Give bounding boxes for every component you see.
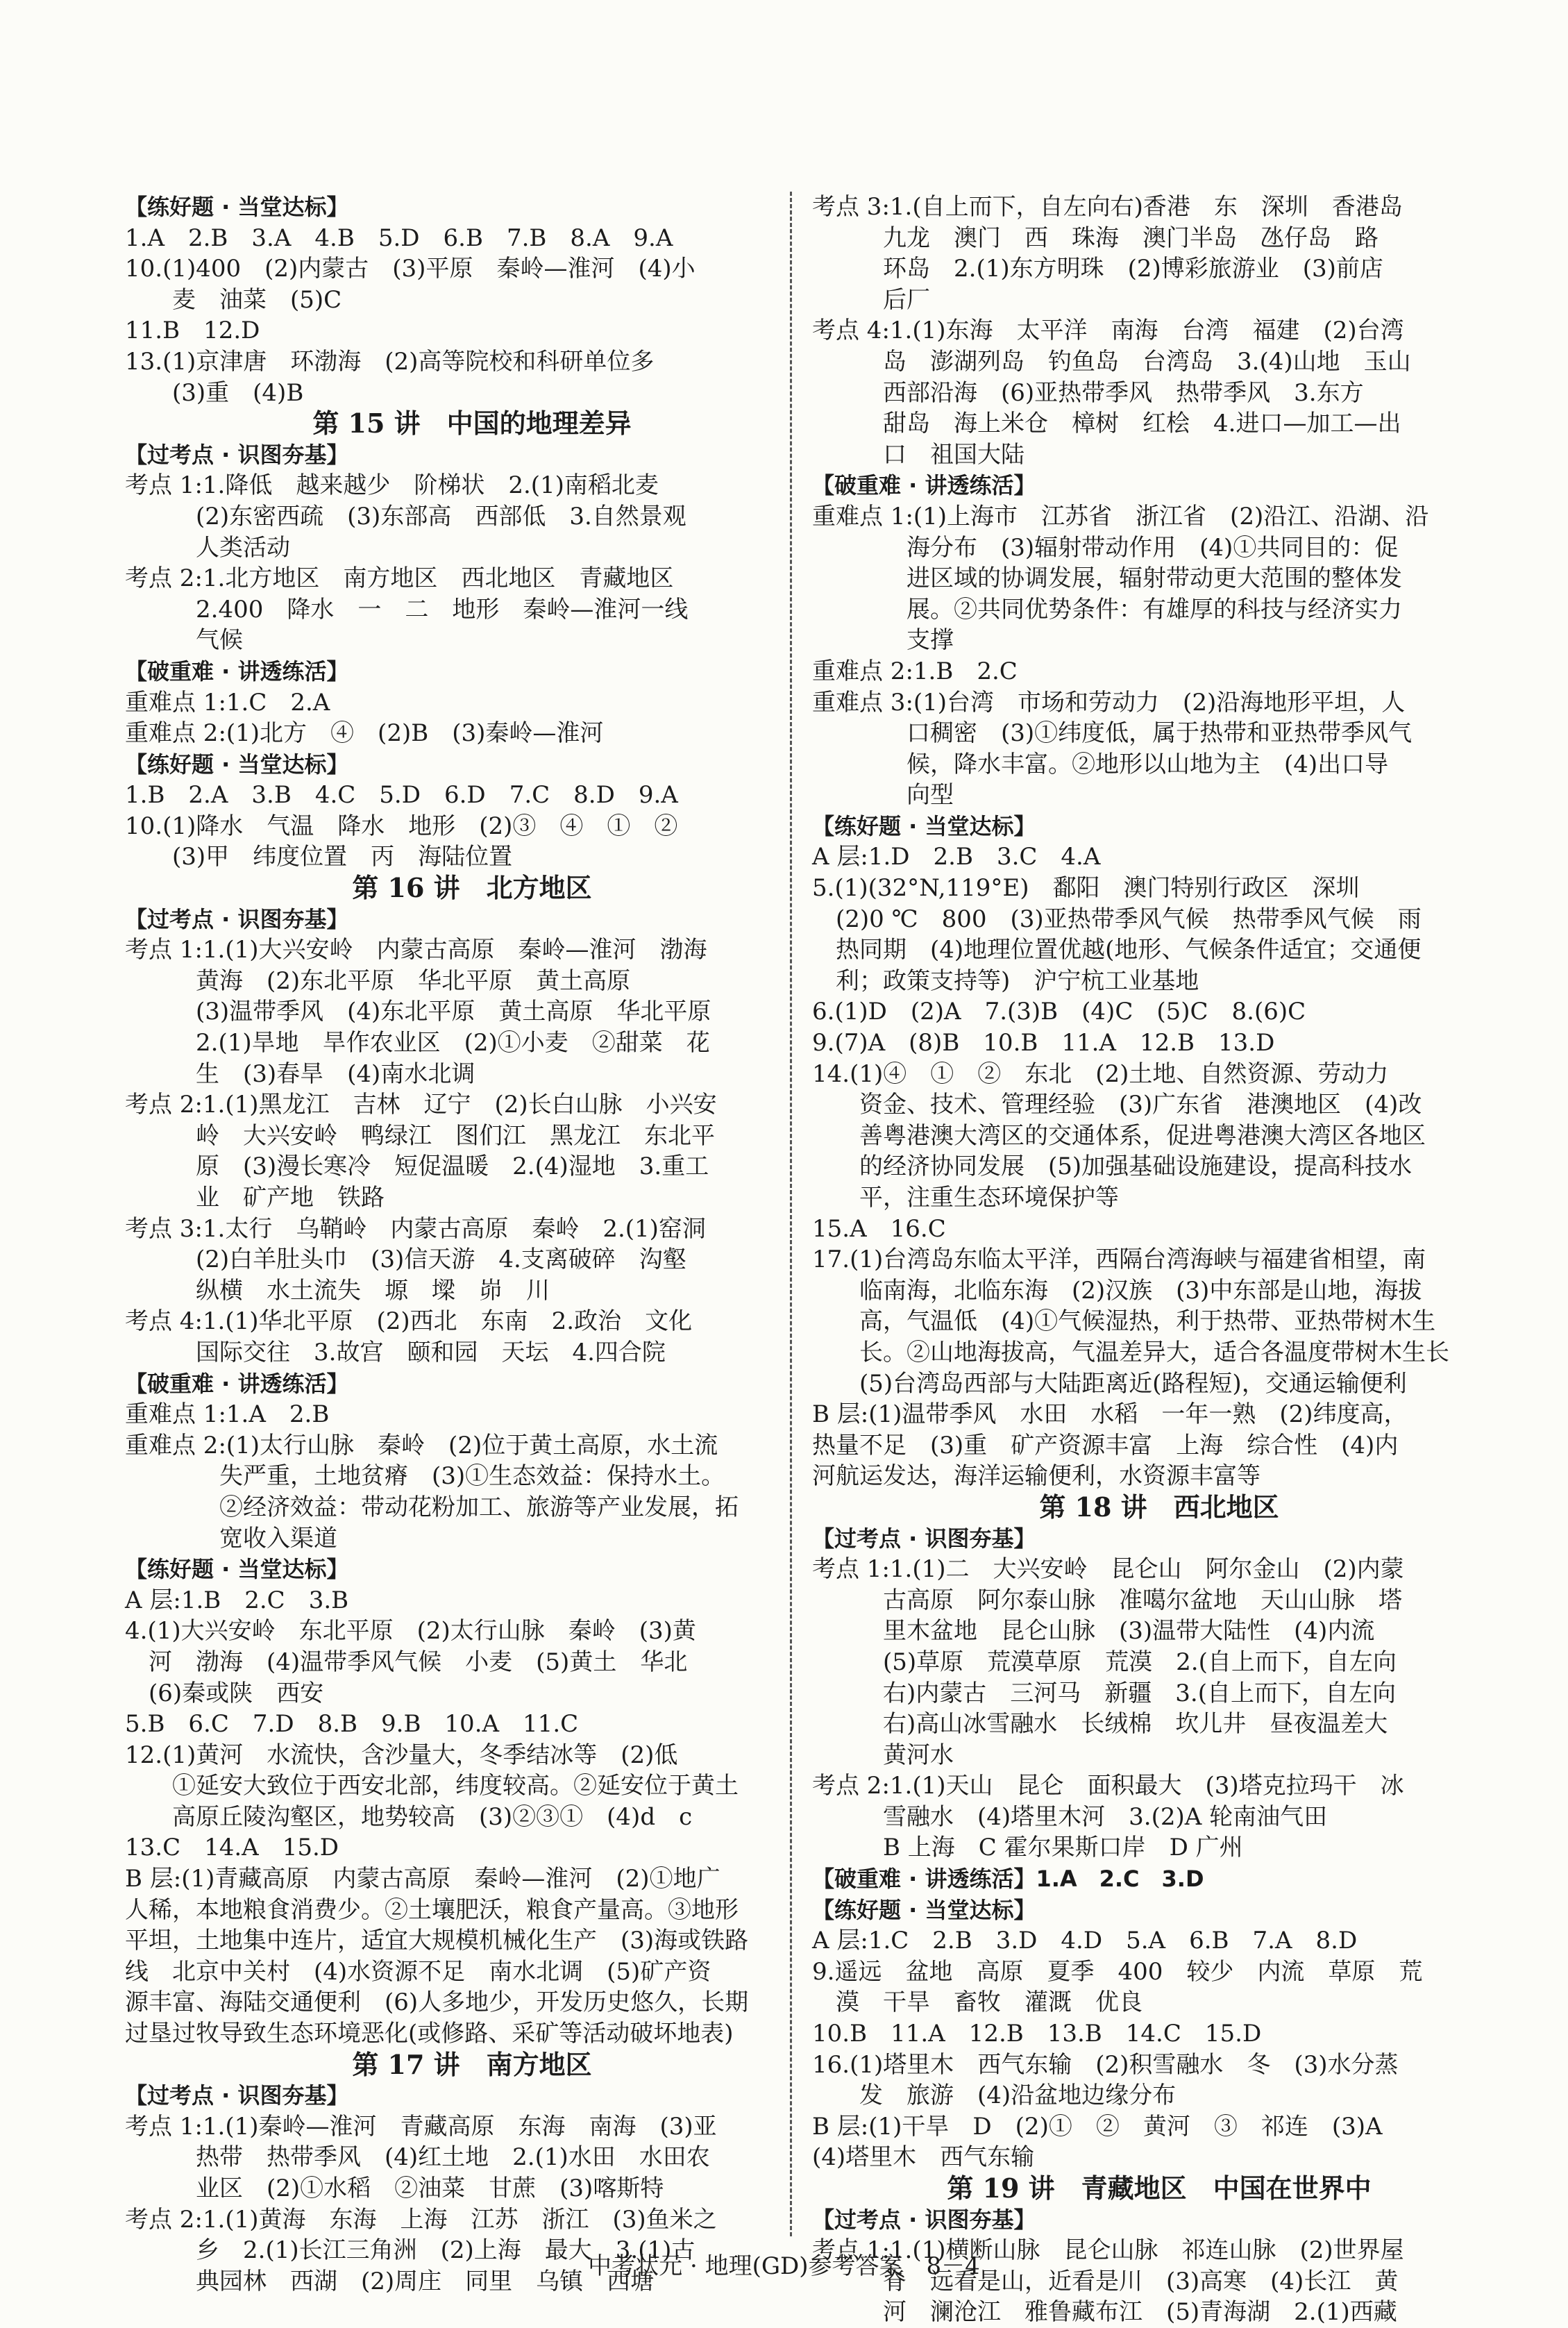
answer-line: 业 矿产地 铁路 — [125, 1184, 385, 1212]
answer-line: 西部沿海 (6)亚热带季风 热带季风 3.东方 — [812, 378, 1364, 407]
lesson-title: 第 16 讲 北方地区 — [352, 872, 592, 904]
answer-line: 后厂 — [812, 285, 930, 314]
answer-line: 口 祖国大陆 — [812, 440, 1025, 469]
answer-line: 失严重，土地贫瘠 (3)①生态效益：保持水土。 — [125, 1462, 725, 1491]
answer-line: 利；政策支持等) 沪宁杭工业基地 — [812, 966, 1199, 995]
answer-line: 岭 大兴安岭 鸭绿江 图们江 黑龙江 东北平 — [125, 1121, 715, 1150]
answer-line: 漠 干旱 畜牧 灌溉 优良 — [812, 1988, 1143, 2017]
answer-line: 宽收入渠道 — [125, 1524, 337, 1552]
answer-line: 平，注重生态环境保护等 — [812, 1184, 1119, 1212]
answer-line: 5.B 6.C 7.D 8.B 9.B 10.A 11.C — [125, 1710, 579, 1739]
answer-line: B 上海 C 霍尔果斯口岸 D 广州 — [812, 1834, 1243, 1862]
answer-line: 11.B 12.D — [125, 317, 260, 345]
answer-line: (5)草原 荒漠草原 荒漠 2.(自上而下，自左向 — [812, 1648, 1397, 1676]
answer-line: 乡 2.(1)长江三角洲 (2)上海 最大 3.(1)古 — [125, 2236, 696, 2265]
answer-line: 重难点 1:1.C 2.A — [125, 688, 330, 717]
left-column — [125, 192, 819, 2297]
lesson-title: 第 19 讲 青藏地区 中国在世界中 — [947, 2172, 1372, 2204]
answer-line: 重难点 1:1.A 2.B — [125, 1400, 330, 1429]
answer-line: 热带 热带季风 (4)红土地 2.(1)水田 水田农 — [125, 2143, 710, 2172]
answer-line: 纵横 水土流失 塬 墚 峁 川 — [125, 1276, 550, 1305]
answer-line: 人稀，本地粮食消费少。②土壤肥沃，粮食产量高。③地形 — [125, 1895, 739, 1924]
answer-line: 业区 (2)①水稻 ②油菜 甘蔗 (3)喀斯特 — [125, 2175, 664, 2202]
answer-line: 长。②山地海拔高，气温差异大，适合各温度带树木生长 — [812, 1338, 1449, 1366]
answer-line: 考点 1:1.(1)秦岭—淮河 青藏高原 东海 南海 (3)亚 — [125, 2112, 717, 2141]
answer-line: B 层:(1)温带季风 水田 水稻 一年一熟 (2)纬度高， — [812, 1400, 1408, 1429]
answer-line: A 层:1.B 2.C 3.B — [125, 1586, 349, 1614]
answer-line: 重难点 3:(1)台湾 市场和劳动力 (2)沿海地形平坦，人 — [812, 688, 1406, 717]
section-heading: 【破重难 · 讲透练活】 — [125, 1370, 349, 1397]
section-heading: 【破重难 · 讲透练活】 — [812, 472, 1036, 499]
answer-line: 16.(1)塔里木 西气东输 (2)积雪融水 冬 (3)水分蒸 — [812, 2050, 1399, 2079]
answer-line: 右)内蒙古 三河马 新疆 3.(自上而下，自左向 — [812, 1679, 1396, 1707]
answer-line: 考点 3:1.(自上而下，自左向右)香港 东 深圳 香港岛 — [812, 193, 1403, 221]
answer-line: (2)东密西疏 (3)东部高 西部低 3.自然景观 — [125, 502, 686, 530]
answer-line: ①延安大致位于西安北部，纬度较高。②延安位于黄土 — [125, 1772, 739, 1800]
answer-line: 甜岛 海上米仓 樟树 红桧 4.进口—加工—出 — [812, 410, 1401, 438]
answer-line: 河航运发达，海洋运输便利，水资源丰富等 — [812, 1462, 1261, 1491]
answer-line: 17.(1)台湾岛东临太平洋，西隔台湾海峡与福建省相望，南 — [812, 1246, 1426, 1274]
lesson-title: 第 18 讲 西北地区 — [1039, 1491, 1279, 1523]
answer-line: 考点 4:1.(1)东海 太平洋 南海 台湾 福建 (2)台湾 — [812, 317, 1404, 345]
answer-line: (2)白羊肚头巾 (3)信天游 4.支离破碎 沟壑 — [125, 1246, 686, 1274]
answer-line: 海分布 (3)辐射带动作用 (4)①共同目的：促 — [812, 533, 1399, 562]
answer-line: 气候 — [125, 626, 243, 655]
answer-line: B 层:(1)青藏高原 内蒙古高原 秦岭—淮河 (2)①地广 — [125, 1865, 720, 1893]
answer-line: 热同期 (4)地理位置优越(地形、气候条件适宜；交通便 — [812, 936, 1422, 964]
answer-line: 口稠密 (3)①纬度低，属于热带和亚热带季风气 — [812, 719, 1413, 748]
answer-line: 善粤港澳大湾区的交通体系，促进粤港澳大湾区各地区 — [812, 1121, 1426, 1150]
answer-line: 4.(1)大兴安岭 东北平原 (2)太行山脉 秦岭 (3)黄 — [125, 1617, 696, 1645]
section-heading: 【练好题 · 当堂达标】 — [125, 1556, 349, 1583]
section-heading: 【破重难 · 讲透练活】 — [125, 658, 349, 685]
answer-line: 热量不足 (3)重 矿产资源丰富 上海 综合性 (4)内 — [812, 1431, 1399, 1459]
answer-line: 2.400 降水 一 二 地形 秦岭—淮河一线 — [125, 595, 689, 623]
lesson-title: 第 15 讲 中国的地理差异 — [312, 408, 632, 439]
answer-line: (5)台湾岛西部与大陆距离近(路程短)，交通运输便利 — [812, 1369, 1407, 1398]
answer-line: A 层:1.C 2.B 3.D 4.D 5.A 6.B 7.A 8.D — [812, 1927, 1358, 1955]
answer-line: 河 澜沧江 雅鲁藏布江 (5)青海湖 2.(1)西藏 — [812, 2298, 1397, 2327]
section-heading: 【过考点 · 识图夯基】 — [812, 2206, 1036, 2233]
answer-line: 麦 油菜 (5)C — [125, 285, 342, 314]
answer-line: 平坦，土地集中连片，适宜大规模机械化生产 (3)海或铁路 — [125, 1927, 749, 1955]
answer-line: 环岛 2.(1)东方明珠 (2)博彩旅游业 (3)前店 — [812, 255, 1383, 283]
answer-line: 高，气温低 (4)①气候湿热，利于热带、亚热带树木生 — [812, 1307, 1436, 1336]
answer-line: 岛 澎湖列岛 钓鱼岛 台湾岛 3.(4)山地 玉山 — [812, 347, 1411, 376]
answer-line: 的经济协同发展 (5)加强基础设施建设，提高科技水 — [812, 1153, 1413, 1181]
answer-line: 源丰富、海陆交通便利 (6)人多地少，开发历史悠久，长期 — [125, 1988, 749, 2017]
answer-line: 考点 2:1.(1)黑龙江 吉林 辽宁 (2)长白山脉 小兴安 — [125, 1091, 717, 1119]
answer-line: 重难点 2:(1)北方 ④ (2)B (3)秦岭—淮河 — [125, 719, 604, 748]
answer-line: 脊 远看是山，近看是川 (3)高寒 (4)长江 黄 — [812, 2267, 1399, 2295]
section-heading: 【练好题 · 当堂达标】 — [125, 194, 349, 220]
answer-line: 候，降水丰富。②地形以山地为主 (4)出口导 — [812, 750, 1389, 778]
answer-line: 进区域的协调发展，辐射带动更大范围的整体发 — [812, 564, 1402, 593]
answer-line: (2)0 ℃ 800 (3)亚热带季风气候 热带季风气候 雨 — [812, 905, 1422, 933]
answer-line: 9.遥远 盆地 高原 夏季 400 较少 内流 草原 荒 — [812, 1957, 1423, 1986]
section-heading: 【过考点 · 识图夯基】 — [125, 905, 349, 932]
answer-line: 右)高山冰雪融水 长绒棉 坎儿井 昼夜温差大 — [812, 1710, 1388, 1739]
answer-line: 河 渤海 (4)温带季风气候 小麦 (5)黄土 华北 — [125, 1648, 688, 1676]
answer-line: 生 (3)春旱 (4)南水北调 — [125, 1060, 475, 1088]
answer-line: 10.B 11.A 12.B 13.B 14.C 15.D — [812, 2020, 1262, 2048]
answer-line: 1.B 2.A 3.B 4.C 5.D 6.D 7.C 8.D 9.A — [125, 781, 678, 810]
section-heading: 【练好题 · 当堂达标】 — [812, 812, 1036, 839]
answer-line: 考点 2:1.(1)黄海 东海 上海 江苏 浙江 (3)鱼米之 — [125, 2205, 717, 2234]
section-heading: 【练好题 · 当堂达标】 — [125, 751, 349, 778]
right-column — [812, 192, 1506, 2328]
answer-line: (3)重 (4)B — [125, 378, 304, 407]
answer-line: 线 北京中关村 (4)水资源不足 南水北调 (5)矿产资 — [125, 1957, 711, 1986]
answer-line: 古高原 阿尔泰山脉 准噶尔盆地 天山山脉 塔 — [812, 1586, 1402, 1614]
answer-line: 15.A 16.C — [812, 1214, 946, 1243]
answer-line: 原 (3)漫长寒冷 短促温暖 2.(4)湿地 3.重工 — [125, 1153, 709, 1181]
answer-line: 黄河水 — [812, 1741, 954, 1769]
answer-line: 典园林 西湖 (2)周庄 同里 乌镇 西塘 — [125, 2267, 655, 2295]
answer-line: 重难点 1:(1)上海市 江苏省 浙江省 (2)沿江、沿湖、沿 — [812, 502, 1429, 530]
answer-line: 10.(1)降水 气温 降水 地形 (2)③ ④ ① ② — [125, 812, 678, 840]
answer-line: 重难点 2:1.B 2.C — [812, 657, 1018, 685]
answer-line: ②经济效益：带动花粉加工、旅游等产业发展，拓 — [125, 1493, 739, 1521]
answer-line: 向型 — [812, 781, 954, 810]
section-heading: 【过考点 · 识图夯基】 — [125, 441, 349, 468]
answer-line: 考点 2:1.(1)天山 昆仑 面积最大 (3)塔克拉玛干 冰 — [812, 1772, 1404, 1800]
answer-line: 14.(1)④ ① ② 东北 (2)土地、自然资源、劳动力 — [812, 1060, 1389, 1088]
page-footer: 中考状元 · 地理(GD)参考答案 8－4 — [588, 2252, 980, 2280]
answer-line: 10.(1)400 (2)内蒙古 (3)平原 秦岭—淮河 (4)小 — [125, 255, 696, 283]
answer-line: 12.(1)黄河 水流快，含沙量大，冬季结冰等 (2)低 — [125, 1741, 678, 1769]
answer-line: 1.A 2.B 3.A 4.B 5.D 6.B 7.B 8.A 9.A — [125, 224, 673, 252]
answer-line: 考点 2:1.北方地区 南方地区 西北地区 青藏地区 — [125, 564, 674, 593]
answer-line: 里木盆地 昆仑山脉 (3)温带大陆性 (4)内流 — [812, 1617, 1375, 1645]
column-divider — [790, 192, 792, 2236]
section-heading: 【练好题 · 当堂达标】 — [812, 1896, 1036, 1923]
answer-line: 6.(1)D (2)A 7.(3)B (4)C (5)C 8.(6)C — [812, 998, 1306, 1026]
answer-line: 黄海 (2)东北平原 华北平原 黄土高原 — [125, 966, 631, 995]
answer-line: 考点 3:1.太行 乌鞘岭 内蒙古高原 秦岭 2.(1)窑洞 — [125, 1214, 706, 1243]
answer-line: B 层:(1)干旱 D (2)① ② 黄河 ③ 祁连 (3)A — [812, 2112, 1383, 2141]
answer-line: 13.(1)京津唐 环渤海 (2)高等院校和科研单位多 — [125, 347, 655, 376]
section-heading: 【过考点 · 识图夯基】 — [812, 1525, 1036, 1552]
section-heading: 【破重难 · 讲透练活】1.A 2.C 3.D — [812, 1866, 1204, 1893]
answer-line: 支撑 — [812, 626, 954, 655]
answer-line: 国际交往 3.故宫 颐和园 天坛 4.四合院 — [125, 1338, 666, 1366]
answer-line: 展。②共同优势条件：有雄厚的科技与经济实力 — [812, 595, 1402, 623]
answer-line: (4)塔里木 西气东输 — [812, 2143, 1035, 2172]
answer-line: (6)秦或陕 西安 — [125, 1679, 324, 1707]
answer-line: 考点 1:1.(1)二 大兴安岭 昆仑山 阿尔金山 (2)内蒙 — [812, 1555, 1404, 1584]
answer-line: 9.(7)A (8)B 10.B 11.A 12.B 13.D — [812, 1029, 1275, 1057]
answer-line: 13.C 14.A 15.D — [125, 1834, 339, 1862]
answer-line: 资金、技术、管理经验 (3)广东省 港澳地区 (4)改 — [812, 1091, 1422, 1119]
answer-line: 5.(1)(32°N,119°E) 鄱阳 澳门特别行政区 深圳 — [812, 874, 1360, 903]
answer-line: (3)温带季风 (4)东北平原 黄土高原 华北平原 — [125, 998, 711, 1026]
section-heading: 【过考点 · 识图夯基】 — [125, 2082, 349, 2109]
answer-line: A 层:1.D 2.B 3.C 4.A — [812, 843, 1101, 871]
answer-line: 考点 1:1.降低 越来越少 阶梯状 2.(1)南稻北麦 — [125, 471, 659, 500]
answer-line: 临南海，北临东海 (2)汉族 (3)中东部是山地，海拔 — [812, 1276, 1422, 1305]
lesson-title: 第 17 讲 南方地区 — [352, 2048, 592, 2080]
answer-line: 重难点 2:(1)太行山脉 秦岭 (2)位于黄土高原，水土流 — [125, 1431, 718, 1459]
answer-line: 雪融水 (4)塔里木河 3.(2)A 轮南油气田 — [812, 1802, 1328, 1831]
answer-line: 考点 1:1.(1)大兴安岭 内蒙古高原 秦岭—淮河 渤海 — [125, 936, 707, 964]
answer-line: (3)甲 纬度位置 丙 海陆位置 — [125, 843, 513, 871]
answer-line: 九龙 澳门 西 珠海 澳门半岛 氹仔岛 路 — [812, 224, 1379, 252]
answer-line: 过垦过牧导致生态环境恶化(或修路、采矿等活动破坏地表) — [125, 2020, 734, 2048]
answer-line: 考点 1:1.(1)横断山脉 昆仑山脉 祁连山脉 (2)世界屋 — [812, 2236, 1404, 2265]
answer-line: 考点 4:1.(1)华北平原 (2)西北 东南 2.政治 文化 — [125, 1307, 693, 1336]
answer-line: 2.(1)旱地 旱作农业区 (2)①小麦 ②甜菜 花 — [125, 1029, 710, 1057]
answer-line: 人类活动 — [125, 533, 290, 562]
answer-line: 高原丘陵沟壑区，地势较高 (3)②③① (4)d c — [125, 1802, 693, 1831]
answer-line: 发 旅游 (4)沿盆地边缘分布 — [812, 2082, 1177, 2110]
